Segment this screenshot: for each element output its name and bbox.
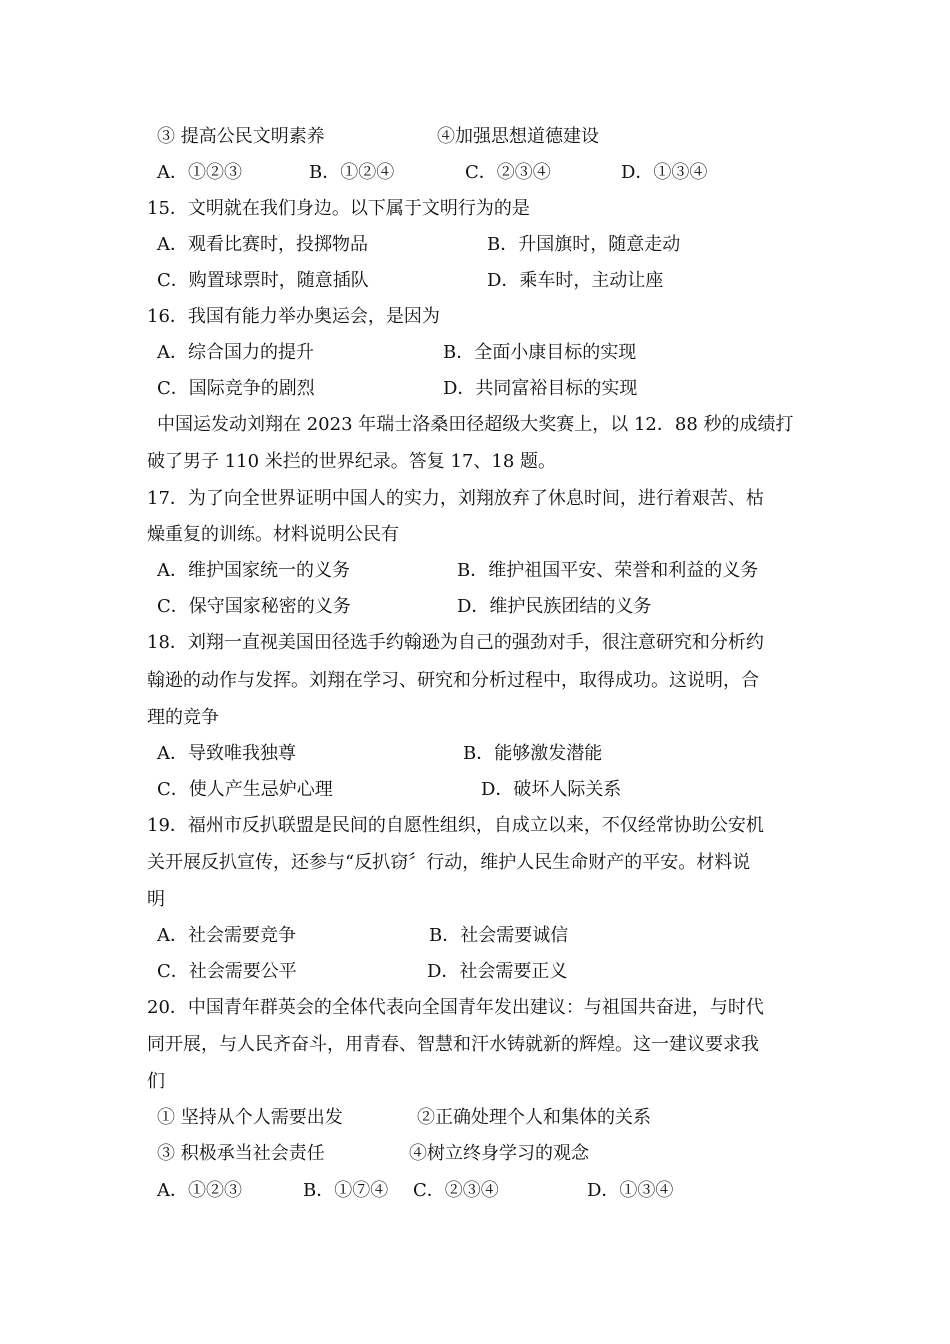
- choice-c: C．国际竞争的剧烈: [157, 378, 315, 399]
- choice-d: D．破坏人际关系: [481, 779, 622, 800]
- question-15: 15．文明就在我们身边。以下属于文明行为的是: [147, 198, 530, 219]
- choice-b: B．全面小康目标的实现: [443, 342, 637, 363]
- option-4: ④树立终身学习的观念: [409, 1143, 589, 1164]
- question-17: 17．为了向全世界证明中国人的实力，刘翔放弃了休息时间，进行着艰苦、枯: [147, 488, 764, 509]
- option-4: ④加强思想道德建设: [437, 126, 599, 147]
- choice-a: A．综合国力的提升: [157, 342, 314, 363]
- question-19-cont: 明: [147, 889, 165, 910]
- choice-b: B．①⑦④: [303, 1180, 389, 1201]
- choice-a: A．维护国家统一的义务: [157, 560, 350, 581]
- question-19-cont: 关开展反扒宣传，还参与“反扒窃〞行动，维护人民生命财产的平安。材料说: [147, 852, 751, 873]
- choice-d: D．①③④: [587, 1180, 674, 1201]
- choice-a: A．社会需要竞争: [157, 925, 296, 946]
- material-line: 破了男子 110 米拦的世界纪录。答复 17、18 题。: [147, 451, 557, 472]
- choice-c: C．保守国家秘密的义务: [157, 596, 351, 617]
- question-20-cont: 们: [147, 1071, 165, 1092]
- question-20-cont: 同开展，与人民齐奋斗，用青春、智慧和汗水铸就新的辉煌。这一建议要求我: [147, 1034, 759, 1055]
- choice-c: C．社会需要公平: [157, 961, 297, 982]
- question-16: 16．我国有能力举办奥运会，是因为: [147, 306, 440, 327]
- choice-c: C．②③④: [413, 1180, 499, 1201]
- choice-d: D．乘车时，主动让座: [487, 270, 664, 291]
- option-3: ③ 提高公民文明素养: [157, 126, 325, 147]
- choice-b: B．升国旗时，随意走动: [487, 234, 681, 255]
- material-line: 中国运发动刘翔在 2023 年瑞士洛桑田径超级大奖赛上，以 12．88 秒的成绩打: [157, 414, 794, 435]
- question-18: 18．刘翔一直视美国田径选手约翰逊为自己的强劲对手，很注意研究和分析约: [147, 632, 764, 653]
- choice-a: A．导致唯我独尊: [157, 743, 296, 764]
- choice-b: B．①②④: [309, 162, 395, 183]
- question-17-cont: 燥重复的训练。材料说明公民有: [147, 524, 399, 545]
- choice-d: D．共同富裕目标的实现: [443, 378, 638, 399]
- question-18-cont: 理的竞争: [147, 707, 219, 728]
- choice-c: C．②③④: [465, 162, 551, 183]
- choice-c: C．使人产生忌妒心理: [157, 779, 333, 800]
- choice-c: C．购置球票时，随意插队: [157, 270, 369, 291]
- option-1: ① 坚持从个人需要出发: [157, 1107, 343, 1128]
- choice-a: A．①②③: [157, 1180, 242, 1201]
- choice-a: A．①②③: [157, 162, 242, 183]
- question-20: 20．中国青年群英会的全体代表向全国青年发出建议：与祖国共奋进，与时代: [147, 997, 764, 1018]
- choice-b: B．社会需要诚信: [429, 925, 569, 946]
- option-3: ③ 积极承当社会责任: [157, 1143, 325, 1164]
- choice-b: B．能够激发潜能: [463, 743, 603, 764]
- choice-b: B．维护祖国平安、荣誉和利益的义务: [457, 560, 759, 581]
- question-18-cont: 翰逊的动作与发挥。刘翔在学习、研究和分析过程中，取得成功。这说明，合: [147, 670, 759, 691]
- choice-a: A．观看比赛时，投掷物品: [157, 234, 368, 255]
- option-2: ②正确处理个人和集体的关系: [417, 1107, 651, 1128]
- choice-d: D．维护民族团结的义务: [457, 596, 652, 617]
- choice-d: D．社会需要正义: [427, 961, 568, 982]
- question-19: 19．福州市反扒联盟是民间的自愿性组织，自成立以来，不仅经常协助公安机: [147, 815, 764, 836]
- choice-d: D．①③④: [621, 162, 708, 183]
